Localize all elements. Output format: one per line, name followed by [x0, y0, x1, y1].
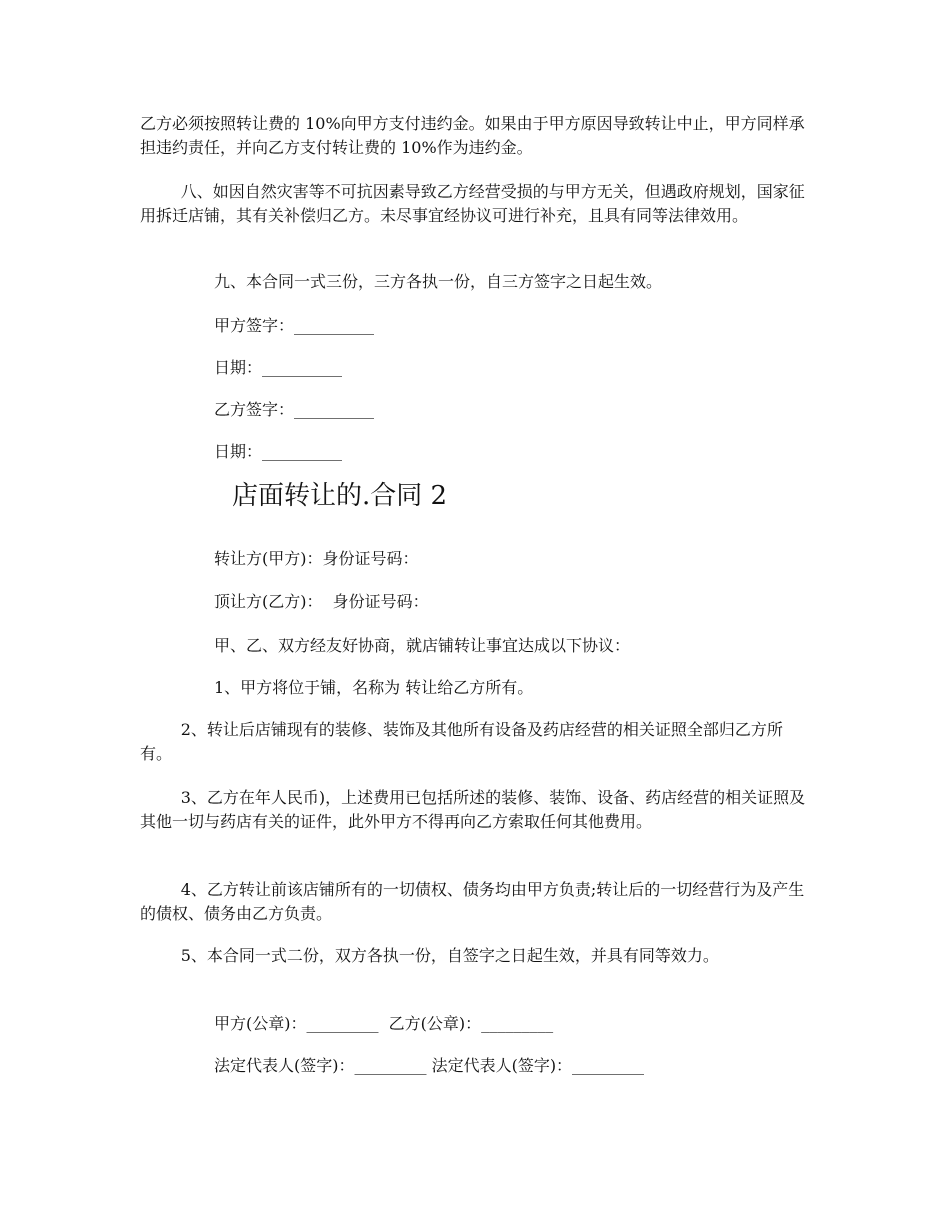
transferee-line: 顶让方(乙方)： 身份证号码： — [214, 592, 429, 611]
clause-2-paragraph: 2、转让后店铺现有的装修、装饰及其他所有设备及药店经营的相关证照全部归乙方所有。 — [140, 720, 783, 763]
seal-signature-line: 甲方(公章)：_________ 乙方(公章)：_________ — [214, 1014, 554, 1033]
penalty-paragraph: 乙方必须按照转让费的 10%向甲方支付违约金。如果由于甲方原因导致转让中止，甲方同样承担违约责任，并向乙方支付转让费的 10%作为违约金。 — [140, 114, 805, 157]
clause-4-paragraph: 4、乙方转让前该店铺所有的一切债权、债务均由甲方负责;转让后的一切经营行为及产生的债权、债务由乙方负责。 — [140, 880, 805, 923]
clause-8-paragraph: 八、如因自然灾害等不可抗因素导致乙方经营受损的与甲方无关，但遇政府规划，国家征用拆迁店铺，其有关补偿归乙方。未尽事宜经协议可进行补充，且具有同等法律效用。 — [140, 182, 805, 225]
transferor-line: 转让方(甲方)：身份证号码： — [214, 549, 419, 568]
clause-5-paragraph: 5、本合同一式二份，双方各执一份，自签字之日起生效，并具有同等效力。 — [140, 946, 719, 965]
clause-9-paragraph: 九、本合同一式三份，三方各执一份，自三方签字之日起生效。 — [214, 272, 663, 291]
date-line-1: 日期：__________ — [214, 358, 343, 377]
party-a-signature-line: 甲方签字：__________ — [214, 316, 375, 335]
party-b-signature-line: 乙方签字：__________ — [214, 400, 375, 419]
representative-signature-line: 法定代表人(签字)：_________ 法定代表人(签字)：_________ — [214, 1056, 645, 1075]
intro-paragraph: 甲、乙、双方经友好协商，就店铺转让事宜达成以下协议： — [214, 636, 631, 655]
contract-title: 店面转让的.合同 2 — [232, 481, 448, 511]
clause-3-paragraph: 3、乙方在年人民币)，上述费用已包括所述的装修、装饰、设备、药店经营的相关证照及其他一切与药店有关的证件，此外甲方不得再向乙方索取任何其他费用。 — [140, 788, 806, 831]
date-line-2: 日期：__________ — [214, 442, 343, 461]
clause-1-paragraph: 1、甲方将位于铺，名称为 转让给乙方所有。 — [214, 678, 534, 697]
